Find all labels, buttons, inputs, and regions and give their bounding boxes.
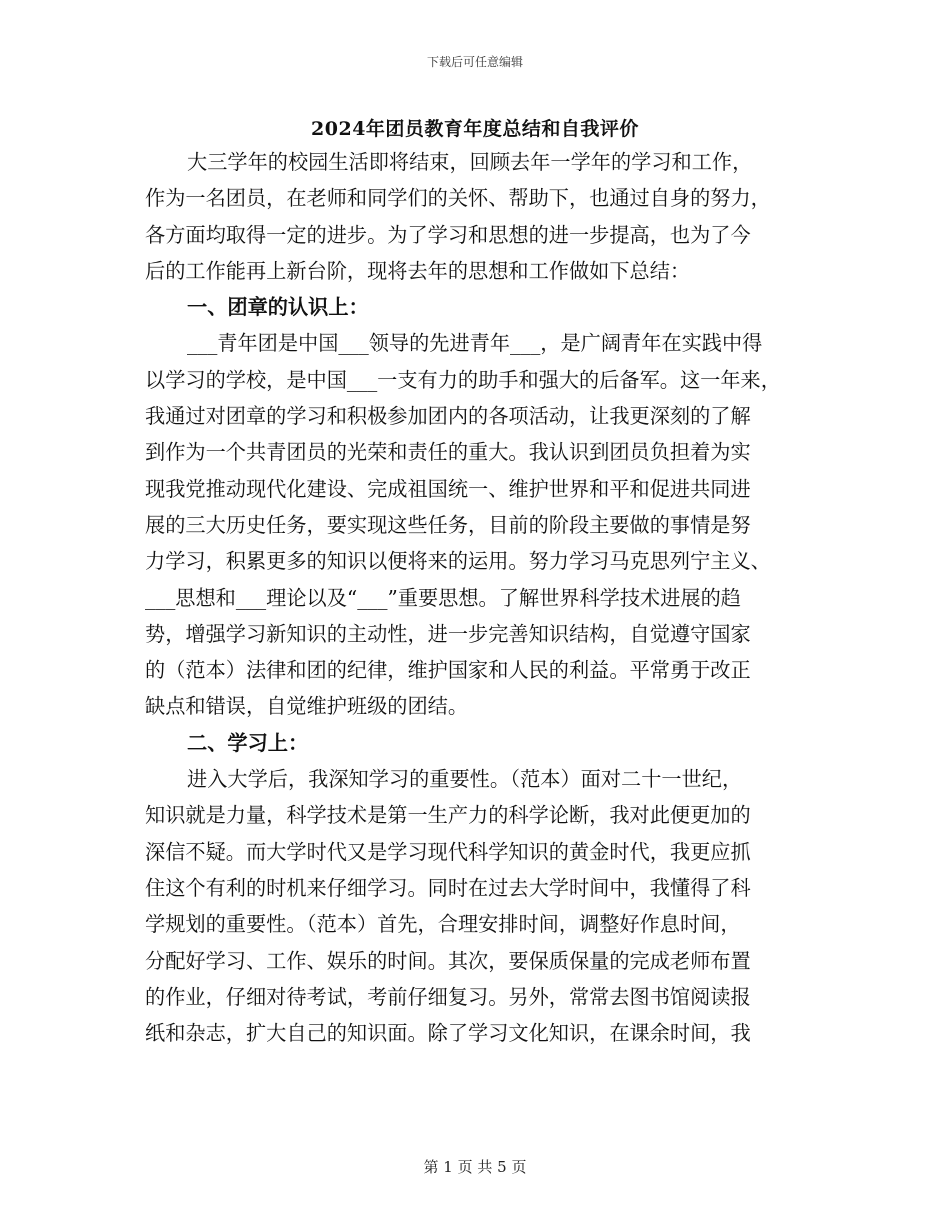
paragraph-line: ___思想和___理论以及“___”重要思想。了解世界科学技术进展的趋 xyxy=(145,585,741,610)
paragraph-line: 的（范本）法律和团的纪律，维护国家和人民的利益。平常勇于改正 xyxy=(145,658,751,683)
paragraph-line: 我通过对团章的学习和积极参加团内的各项活动，让我更深刻的了解 xyxy=(145,404,751,429)
section-heading-1: 一、团章的认识上： xyxy=(187,295,369,320)
paragraph-line: 分配好学习、工作、娱乐的时间。其次，要保质保量的完成老师布置 xyxy=(145,948,751,973)
paragraph-line: ___青年团是中国___领导的先进青年___，是广阔青年在实践中得 xyxy=(187,331,763,356)
paragraph-line: 缺点和错误，自觉维护班级的团结。 xyxy=(145,694,469,719)
paragraph-line: 力学习，积累更多的知识以便将来的运用。努力学习马克思列宁主义、 xyxy=(145,549,771,574)
paragraph-line: 住这个有利的时机来仔细学习。同时在过去大学时间中，我懂得了科 xyxy=(145,875,751,900)
paragraph-line: 进入大学后，我深知学习的重要性。（范本）面对二十一世纪， xyxy=(187,767,743,792)
paragraph-line: 各方面均取得一定的进步。为了学习和思想的进一步提高，也为了今 xyxy=(145,222,751,247)
paragraph-line: 展的三大历史任务，要实现这些任务，目前的阶段主要做的事情是努 xyxy=(145,512,751,537)
document-body xyxy=(145,144,805,1051)
document-title: 2024年团员教育年度总结和自我评价 xyxy=(311,118,639,140)
paragraph-line: 知识就是力量，科学技术是第一生产力的科学论断，我对此便更加的 xyxy=(145,803,751,828)
page-number: 第 1 页 共 5 页 xyxy=(423,1158,527,1176)
paragraph-line: 以学习的学校，是中国___一支有力的助手和强大的后备军。这一年来， xyxy=(145,367,781,392)
paragraph-line: 学规划的重要性。（范本）首先，合理安排时间，调整好作息时间， xyxy=(145,912,741,937)
section-heading-2: 二、学习上： xyxy=(187,730,309,755)
paragraph-line: 势，增强学习新知识的主动性，进一步完善知识结构，自觉遵守国家 xyxy=(145,621,751,646)
paragraph-line: 纸和杂志，扩大自己的知识面。除了学习文化知识，在课余时间，我 xyxy=(145,1021,751,1046)
paragraph-line: 的作业，仔细对待考试，考前仔细复习。另外，常常去图书馆阅读报 xyxy=(145,984,751,1009)
paragraph-line: 后的工作能再上新台阶，现将去年的思想和工作做如下总结： xyxy=(145,258,691,283)
page-header-note: 下载后可任意编辑 xyxy=(426,55,523,69)
paragraph-line: 深信不疑。而大学时代又是学习现代科学知识的黄金时代，我更应抓 xyxy=(145,839,751,864)
paragraph-line: 现我党推动现代化建设、完成祖国统一、维护世界和平和促进共同进 xyxy=(145,476,751,501)
paragraph-line: 作为一名团员，在老师和同学们的关怀、帮助下，也通过自身的努力， xyxy=(145,186,771,211)
paragraph-line: 到作为一个共青团员的光荣和责任的重大。我认识到团员负担着为实 xyxy=(145,440,751,465)
paragraph-line: 大三学年的校园生活即将结束，回顾去年一学年的学习和工作， xyxy=(187,150,753,174)
